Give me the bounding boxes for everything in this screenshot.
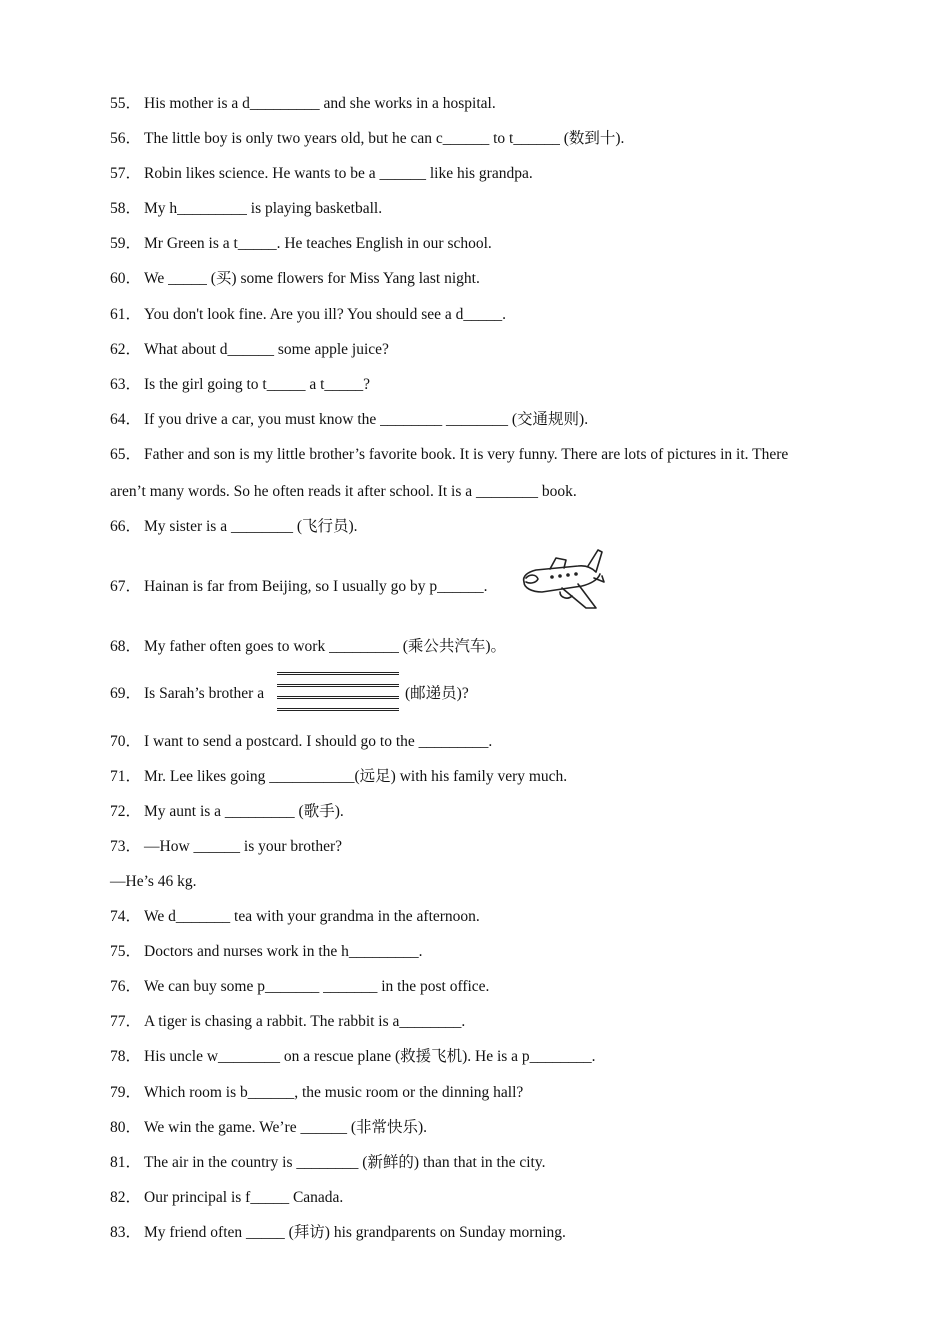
question-69 (110, 684, 264, 704)
question-text: Our principal is f_____ Canada. (144, 1189, 344, 1206)
question-text: My friend often _____ (拜访) his grandparents on Sunday morning. (144, 1224, 566, 1241)
question-number: 78． (110, 1048, 142, 1065)
question-58 (110, 199, 382, 219)
question-text: We _____ (买) some flowers for Miss Yang last night. (144, 270, 480, 287)
question-80 (110, 1118, 427, 1138)
question-55 (110, 94, 496, 114)
question-text: Is the girl going to t_____ a t_____? (144, 376, 371, 393)
question-75 (110, 942, 423, 962)
question-number: 83． (110, 1224, 142, 1241)
question-number: 75． (110, 943, 142, 960)
question-text: —How ______ is your brother? (144, 838, 343, 855)
question-text: My aunt is a _________ (歌手). (144, 803, 344, 820)
question-number: 76． (110, 978, 142, 995)
question-number: 61． (110, 306, 142, 323)
question-text: Father and son is my little brother’s favorite book. It is very funny. There are lots of pictures in it. There (144, 446, 789, 463)
question-number: 79． (110, 1084, 142, 1101)
question-69-hint: (邮递员)? (405, 685, 469, 702)
question-72 (110, 802, 344, 822)
question-text: My h_________ is playing basketball. (144, 200, 383, 217)
question-56 (110, 129, 624, 149)
question-text: A tiger is chasing a rabbit. The rabbit is a________. (144, 1013, 466, 1030)
question-73-answer (110, 872, 197, 892)
question-74 (110, 907, 480, 927)
question-text: Mr. Lee likes going ___________(远足) with his family very much. (144, 768, 568, 785)
airplane-icon (516, 546, 606, 618)
question-number: 67． (110, 578, 142, 595)
question-text: We can buy some p_______ _______ in the post office. (144, 978, 490, 995)
question-number: 73． (110, 838, 142, 855)
question-number: 60． (110, 270, 142, 287)
question-number: 55． (110, 95, 142, 112)
question-64 (110, 410, 588, 430)
question-number: 56． (110, 130, 142, 147)
question-65-continued (110, 482, 577, 502)
question-text: Mr Green is a t_____. He teaches English in our school. (144, 235, 492, 252)
question-number: 57． (110, 165, 142, 182)
question-text: We d_______ tea with your grandma in the afternoon. (144, 908, 480, 925)
question-text-continued: aren’t many words. So he often reads it after school. It is a ________ book. (110, 483, 577, 500)
question-number: 74． (110, 908, 142, 925)
question-63 (110, 375, 370, 395)
answer-blank-lines (277, 670, 399, 712)
question-text: If you drive a car, you must know the ________ ________ (交通规则). (144, 411, 589, 428)
question-number: 80． (110, 1119, 142, 1136)
question-text: I want to send a postcard. I should go to the _________. (144, 733, 493, 750)
question-number: 81． (110, 1154, 142, 1171)
question-text: You don't look fine. Are you ill? You should see a d_____. (144, 306, 507, 323)
question-number: 63． (110, 376, 142, 393)
question-83 (110, 1223, 566, 1243)
question-text: My sister is a ________ (飞行员). (144, 518, 358, 535)
question-number: 66． (110, 518, 142, 535)
question-text: Robin likes science. He wants to be a ______ like his grandpa. (144, 165, 533, 182)
question-78 (110, 1047, 596, 1067)
question-76 (110, 977, 489, 997)
question-text: What about d______ some apple juice? (144, 341, 389, 358)
question-text: Hainan is far from Beijing, so I usually go by p______. (144, 578, 488, 595)
question-number: 82． (110, 1189, 142, 1206)
question-text: Is Sarah’s brother a (144, 685, 265, 702)
question-68 (110, 637, 506, 657)
question-67 (110, 577, 488, 597)
question-71 (110, 767, 567, 787)
question-59 (110, 234, 492, 254)
question-number: 69． (110, 685, 142, 702)
question-text: His mother is a d_________ and she works in a hospital. (144, 95, 496, 112)
question-61 (110, 305, 506, 325)
question-65 (110, 445, 788, 465)
question-number: 77． (110, 1013, 142, 1030)
question-number: 59． (110, 235, 142, 252)
question-text: Which room is b______, the music room or the dinning hall? (144, 1084, 524, 1101)
question-text: The air in the country is ________ (新鲜的) than that in the city. (144, 1154, 546, 1171)
question-77 (110, 1012, 465, 1032)
question-number: 70． (110, 733, 142, 750)
question-73 (110, 837, 342, 857)
question-number: 68． (110, 638, 142, 655)
question-number: 58． (110, 200, 142, 217)
question-60 (110, 269, 480, 289)
question-number: 71． (110, 768, 142, 785)
question-text: Doctors and nurses work in the h_________. (144, 943, 423, 960)
question-62 (110, 340, 389, 360)
question-82 (110, 1188, 343, 1208)
question-81 (110, 1153, 545, 1173)
question-text: The little boy is only two years old, but he can c______ to t______ (数到十). (144, 130, 625, 147)
question-66 (110, 517, 358, 537)
question-number: 72． (110, 803, 142, 820)
question-number: 62． (110, 341, 142, 358)
question-text: My father often goes to work _________ (乘公共汽车)。 (144, 638, 507, 655)
question-number: 65． (110, 446, 142, 463)
answer-text: —He’s 46 kg. (110, 873, 197, 890)
question-79 (110, 1083, 523, 1103)
question-number: 64． (110, 411, 142, 428)
question-text: We win the game. We’re ______ (非常快乐). (144, 1119, 428, 1136)
question-57 (110, 164, 533, 184)
question-70 (110, 732, 492, 752)
question-text: His uncle w________ on a rescue plane (救援飞机). He is a p________. (144, 1048, 596, 1065)
